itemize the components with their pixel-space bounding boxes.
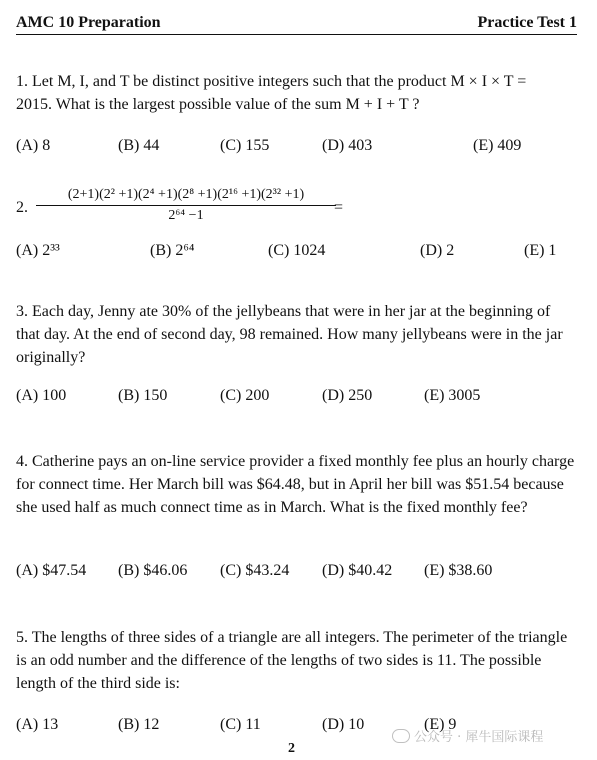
watermark <box>392 726 543 745</box>
q3-option-e[interactable]: (E) 3005 <box>424 387 481 404</box>
question-1 <box>16 70 578 116</box>
question-2-options <box>16 242 586 264</box>
q3-option-d[interactable]: (D) 250 <box>322 387 373 404</box>
wechat-icon <box>392 729 410 743</box>
fraction-bar <box>36 205 336 206</box>
question-2-fraction <box>36 187 336 224</box>
q4-option-b[interactable]: (B) $46.06 <box>118 562 188 579</box>
q5-option-d[interactable]: (D) 10 <box>322 716 365 733</box>
question-4-text: 4. Catherine pays an on-line service provider a fixed monthly fee plus an hourly charge for connect time. Her March bill was $64.48, but in April her bill was $51.54 because she used half as much connect time as in March. What is the fixed monthly fee? <box>16 453 575 516</box>
q5-option-c[interactable]: (C) 11 <box>220 716 261 733</box>
question-5-text: 5. The lengths of three sides of a triangle are all integers. The perimeter of the triangle is an odd number and the difference of the lengths of two sides is 11. The possible length of the third side is: <box>16 629 568 692</box>
q1-option-e[interactable]: (E) 409 <box>473 137 522 154</box>
q4-option-d[interactable]: (D) $40.42 <box>322 562 393 579</box>
q2-option-a[interactable]: (A) 2³³ <box>16 242 60 259</box>
watermark-text: 公众号 · 犀牛国际课程 <box>414 730 544 745</box>
q5-option-a[interactable]: (A) 13 <box>16 716 59 733</box>
question-2-number: 2. <box>16 199 28 216</box>
q1-option-b[interactable]: (B) 44 <box>118 137 160 154</box>
q2-option-c[interactable]: (C) 1024 <box>268 242 326 259</box>
page-header <box>16 10 577 35</box>
q2-option-e[interactable]: (E) 1 <box>524 242 557 259</box>
question-1-line-1: 1. Let M, I, and T be distinct positive integers such that the product M × I × T = <box>16 73 527 90</box>
q3-option-b[interactable]: (B) 150 <box>118 387 168 404</box>
q4-option-a[interactable]: (A) $47.54 <box>16 562 87 579</box>
q2-option-b[interactable]: (B) 2⁶⁴ <box>150 242 195 259</box>
q5-option-e[interactable]: (E) 9 <box>424 716 457 733</box>
q4-option-c[interactable]: (C) $43.24 <box>220 562 290 579</box>
question-3-text: 3. Each day, Jenny ate 30% of the jellybeans that were in her jar at the beginning of that day. At the end of second day, 98 remained. How many jellybeans were in the jar originally? <box>16 303 563 366</box>
q1-option-c[interactable]: (C) 155 <box>220 137 270 154</box>
q1-option-d[interactable]: (D) 403 <box>322 137 373 154</box>
header-test-title: Practice Test 1 <box>477 14 577 31</box>
question-3-options <box>16 387 586 409</box>
page-number: 2 <box>288 741 295 756</box>
fraction-denominator: 2⁶⁴ −1 <box>168 208 204 223</box>
q3-option-a[interactable]: (A) 100 <box>16 387 67 404</box>
question-1-options <box>16 137 586 159</box>
fraction-numerator: (2+1)(2² +1)(2⁴ +1)(2⁸ +1)(2¹⁶ +1)(2³² +1) <box>67 187 305 202</box>
q4-option-e[interactable]: (E) $38.60 <box>424 562 493 579</box>
q1-option-a[interactable]: (A) 8 <box>16 137 51 154</box>
equals-sign: = <box>334 199 344 216</box>
q3-option-c[interactable]: (C) 200 <box>220 387 270 404</box>
q2-option-d[interactable]: (D) 2 <box>420 242 455 259</box>
q5-option-b[interactable]: (B) 12 <box>118 716 160 733</box>
question-4-options <box>16 562 586 584</box>
question-1-line-2: 2015. What is the largest possible value of the sum M + I + T ? <box>16 96 420 113</box>
header-course-title: AMC 10 Preparation <box>16 14 161 31</box>
